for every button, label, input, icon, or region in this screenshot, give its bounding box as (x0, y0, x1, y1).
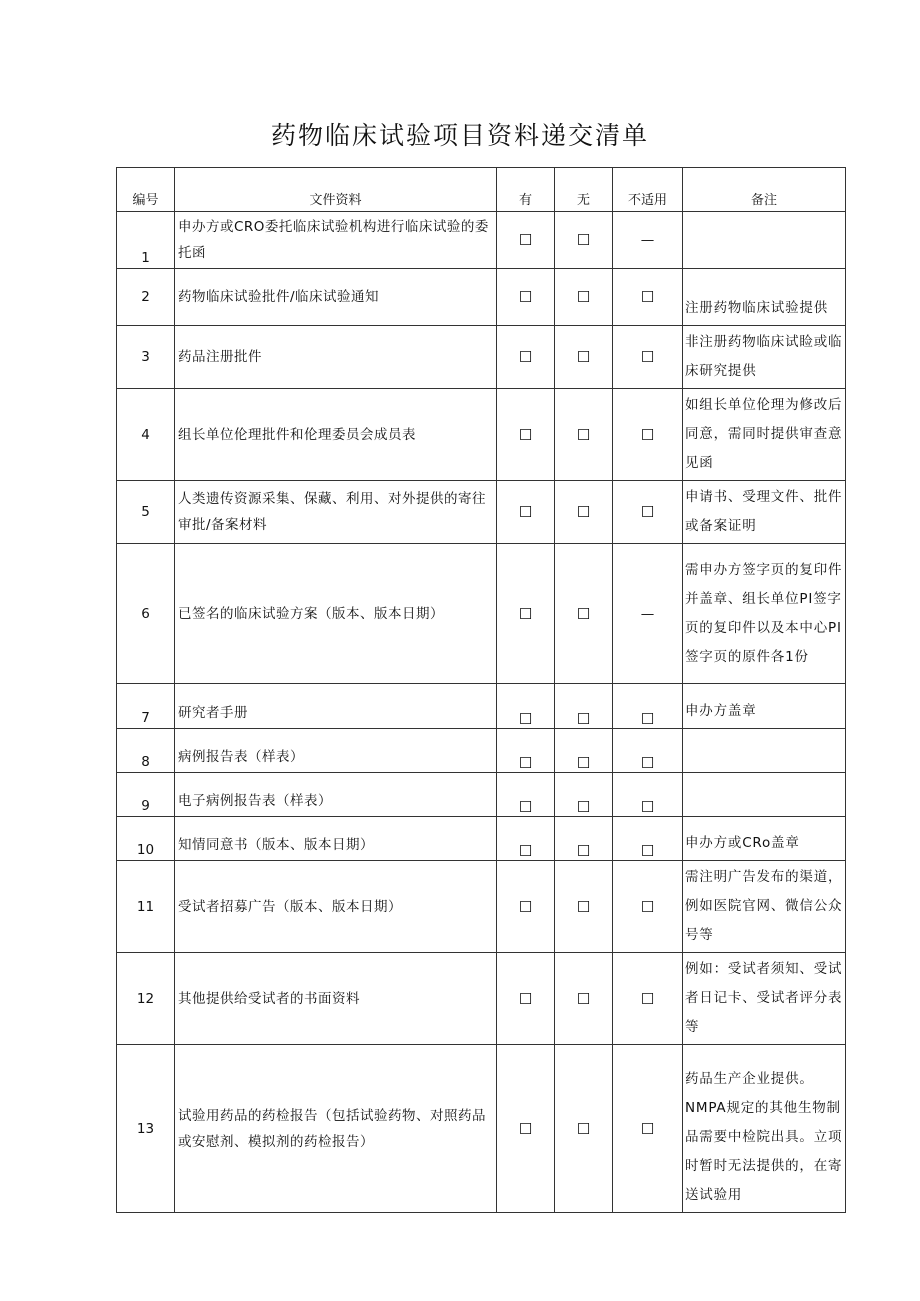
none-checkbox[interactable]: ☐ (555, 684, 613, 729)
row-document: 其他提供给受试者的书面资料 (175, 953, 497, 1045)
has-checkbox[interactable]: ☐ (497, 817, 555, 861)
header-remark: 备注 (683, 168, 846, 212)
na-checkbox[interactable]: ☐ (613, 953, 683, 1045)
has-checkbox[interactable]: ☐ (497, 212, 555, 269)
has-checkbox[interactable]: ☐ (497, 481, 555, 544)
row-number: 2 (117, 269, 175, 326)
row-remark (683, 729, 846, 773)
none-checkbox[interactable]: ☐ (555, 729, 613, 773)
table-row (117, 1045, 846, 1213)
row-remark: 如组长单位伦理为修改后同意，需同时提供审查意见函 (683, 389, 846, 481)
row-remark (683, 773, 846, 817)
table-row (117, 326, 846, 389)
row-document: 知情同意书（版本、版本日期） (175, 817, 497, 861)
none-checkbox[interactable]: ☐ (555, 212, 613, 269)
row-remark: 申办方盖章 (683, 684, 846, 729)
row-document: 研究者手册 (175, 684, 497, 729)
row-number: 11 (117, 861, 175, 953)
row-remark: 注册药物临床试验提供 (683, 269, 846, 326)
row-remark: 药品生产企业提供。NMPA规定的其他生物制品需要中检院出具。立项时暂时无法提供的，在寄送试验用 (683, 1045, 846, 1213)
row-document: 电子病例报告表（样表） (175, 773, 497, 817)
na-checkbox[interactable]: ☐ (613, 389, 683, 481)
na-checkbox[interactable]: ☐ (613, 481, 683, 544)
row-document: 试验用药品的药检报告（包括试验药物、对照药品或安慰剂、模拟剂的药检报告） (175, 1045, 497, 1213)
none-checkbox[interactable]: ☐ (555, 953, 613, 1045)
none-checkbox[interactable]: ☐ (555, 861, 613, 953)
has-checkbox[interactable]: ☐ (497, 773, 555, 817)
none-checkbox[interactable]: ☐ (555, 773, 613, 817)
none-checkbox[interactable]: ☐ (555, 389, 613, 481)
has-checkbox[interactable]: ☐ (497, 729, 555, 773)
row-number: 3 (117, 326, 175, 389)
has-checkbox[interactable]: ☐ (497, 684, 555, 729)
row-document: 药物临床试验批件/临床试验通知 (175, 269, 497, 326)
table-row (117, 684, 846, 729)
row-remark: 需注明广告发布的渠道，例如医院官网、微信公众号等 (683, 861, 846, 953)
row-number: 6 (117, 544, 175, 684)
table-row (117, 544, 846, 684)
na-checkbox[interactable]: ☐ (613, 729, 683, 773)
row-remark: 申请书、受理文件、批件或备案证明 (683, 481, 846, 544)
header-doc: 文件资料 (175, 168, 497, 212)
row-remark (683, 212, 846, 269)
header-none: 无 (555, 168, 613, 212)
row-document: 申办方或CRO委托临床试验机构进行临床试验的委托函 (175, 212, 497, 269)
na-checkbox[interactable]: ☐ (613, 326, 683, 389)
none-checkbox[interactable]: ☐ (555, 481, 613, 544)
row-document: 组长单位伦理批件和伦理委员会成员表 (175, 389, 497, 481)
table-row (117, 729, 846, 773)
na-dash: — (613, 544, 683, 684)
table-row (117, 389, 846, 481)
row-number: 1 (117, 212, 175, 269)
table-row (117, 773, 846, 817)
row-number: 7 (117, 684, 175, 729)
row-number: 10 (117, 817, 175, 861)
row-document: 受试者招募广告（版本、版本日期） (175, 861, 497, 953)
header-has: 有 (497, 168, 555, 212)
na-dash: — (613, 212, 683, 269)
none-checkbox[interactable]: ☐ (555, 1045, 613, 1213)
none-checkbox[interactable]: ☐ (555, 544, 613, 684)
row-document: 已签名的临床试验方案（版本、版本日期） (175, 544, 497, 684)
none-checkbox[interactable]: ☐ (555, 269, 613, 326)
table-row (117, 953, 846, 1045)
row-remark: 需申办方签字页的复印件并盖章、组长单位PI签字页的复印件以及本中心PI签字页的原件各1份 (683, 544, 846, 684)
has-checkbox[interactable]: ☐ (497, 544, 555, 684)
none-checkbox[interactable]: ☐ (555, 326, 613, 389)
row-document: 药品注册批件 (175, 326, 497, 389)
na-checkbox[interactable]: ☐ (613, 269, 683, 326)
header-na: 不适用 (613, 168, 683, 212)
row-remark: 非注册药物临床试睑或临床研究提供 (683, 326, 846, 389)
row-document: 人类遗传资源采集、保藏、利用、对外提供的寄往审批/备案材料 (175, 481, 497, 544)
page-title: 药物临床试验项目资料递交清单 (270, 121, 649, 150)
has-checkbox[interactable]: ☐ (497, 269, 555, 326)
table-row (117, 212, 846, 269)
none-checkbox[interactable]: ☐ (555, 817, 613, 861)
row-number: 13 (117, 1045, 175, 1213)
has-checkbox[interactable]: ☐ (497, 1045, 555, 1213)
row-document: 病例报告表（样表） (175, 729, 497, 773)
header-row (117, 168, 846, 212)
table-row (117, 817, 846, 861)
has-checkbox[interactable]: ☐ (497, 861, 555, 953)
table-row (117, 861, 846, 953)
na-checkbox[interactable]: ☐ (613, 1045, 683, 1213)
row-number: 12 (117, 953, 175, 1045)
header-no: 编号 (117, 168, 175, 212)
has-checkbox[interactable]: ☐ (497, 326, 555, 389)
row-remark: 例如：受试者须知、受试者日记卡、受试者评分表等 (683, 953, 846, 1045)
has-checkbox[interactable]: ☐ (497, 389, 555, 481)
row-remark: 申办方或CRo盖章 (683, 817, 846, 861)
row-number: 5 (117, 481, 175, 544)
row-number: 8 (117, 729, 175, 773)
na-checkbox[interactable]: ☐ (613, 773, 683, 817)
submission-checklist-table (116, 167, 846, 1213)
row-number: 4 (117, 389, 175, 481)
na-checkbox[interactable]: ☐ (613, 817, 683, 861)
na-checkbox[interactable]: ☐ (613, 684, 683, 729)
has-checkbox[interactable]: ☐ (497, 953, 555, 1045)
table-row (117, 481, 846, 544)
table-row (117, 269, 846, 326)
na-checkbox[interactable]: ☐ (613, 861, 683, 953)
row-number: 9 (117, 773, 175, 817)
